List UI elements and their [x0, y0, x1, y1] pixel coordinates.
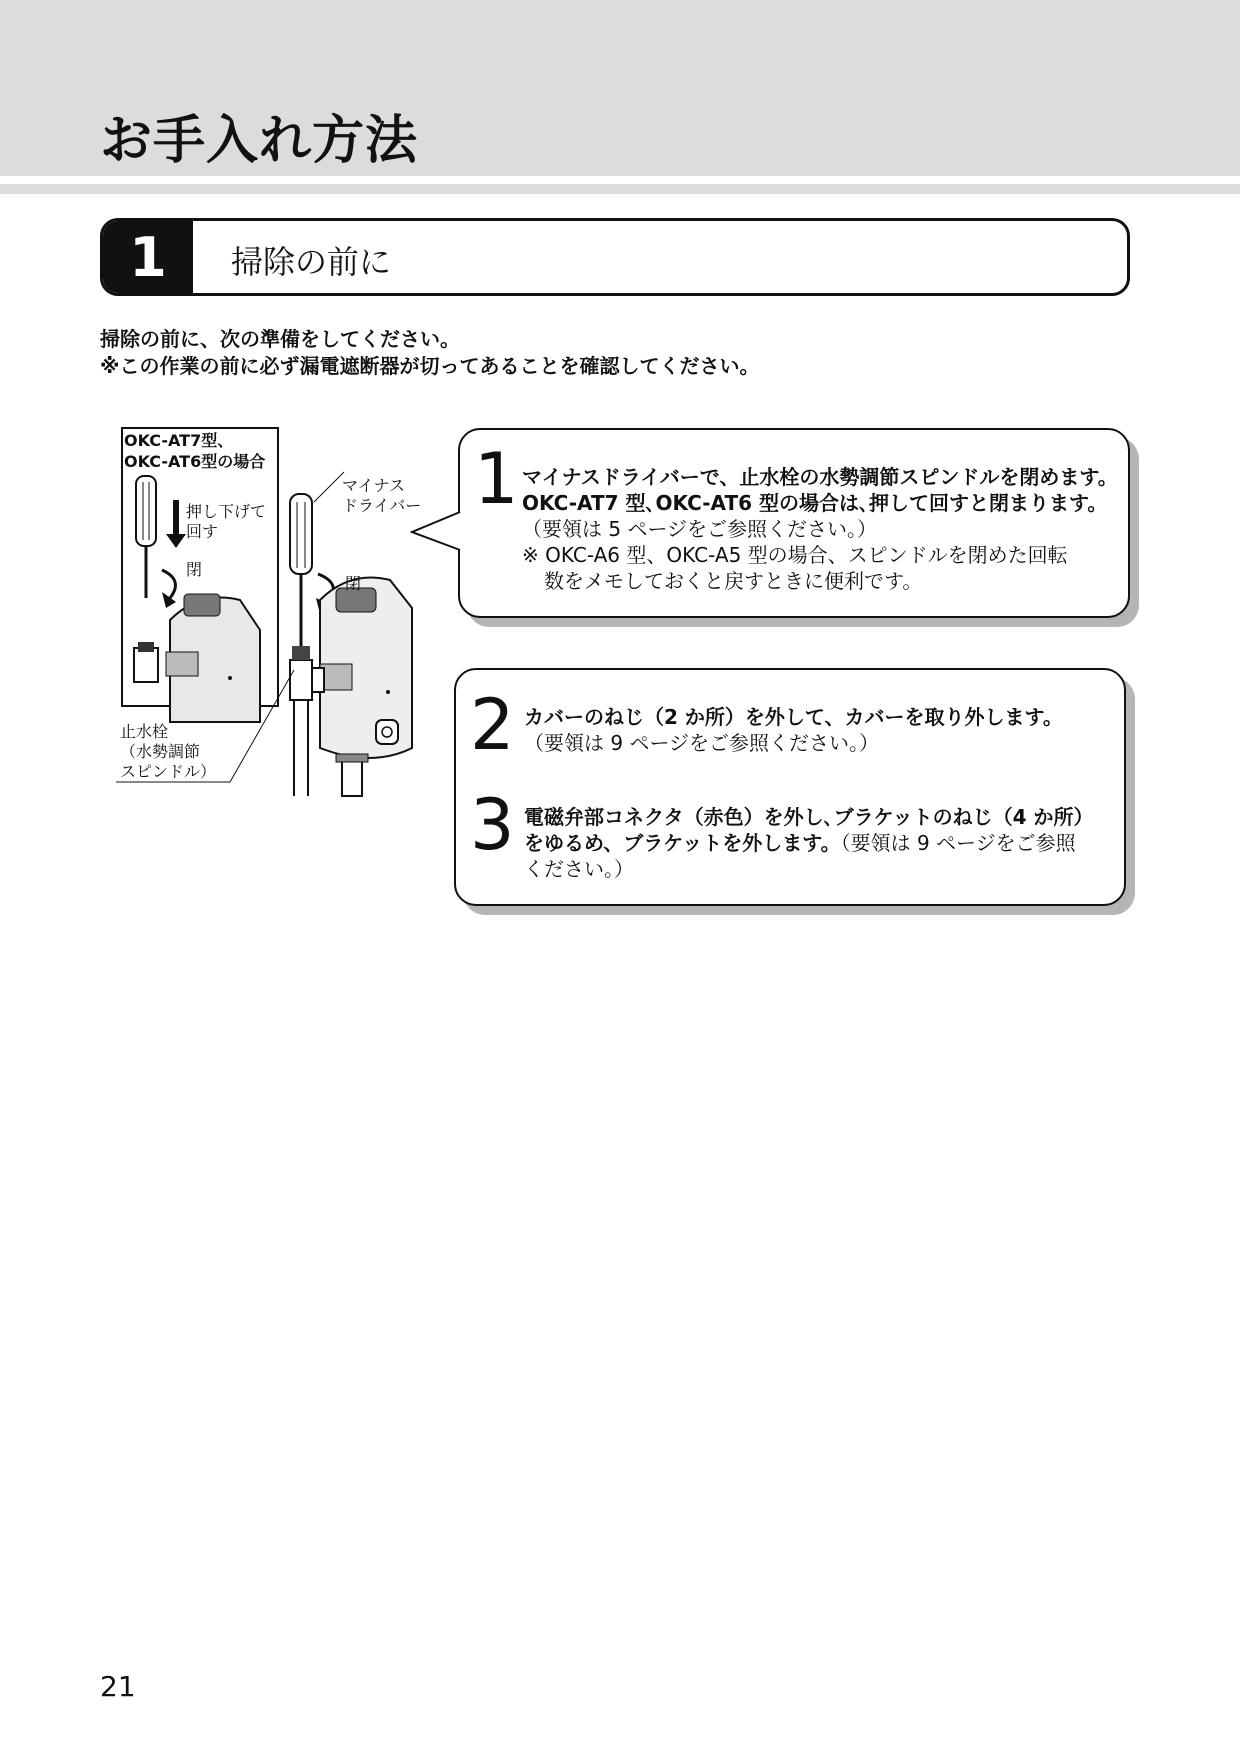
inset-title	[124, 430, 265, 472]
header-underband	[0, 184, 1240, 194]
page-title: お手入れ方法	[100, 111, 419, 171]
page-number: 21	[100, 1670, 136, 1703]
step-1-number: 1	[474, 438, 519, 520]
push-label	[186, 502, 266, 542]
section-heading	[100, 218, 1130, 296]
driver-label-line: マイナス	[342, 476, 406, 495]
step-1-main: マイナスドライバーで、止水栓の水勢調節スピンドルを閉めます。	[522, 465, 1118, 489]
step-3-text	[524, 804, 1093, 882]
section-number: 1	[103, 221, 193, 293]
push-label-line: 押し下げて	[186, 502, 267, 521]
step-1-text	[522, 464, 1118, 594]
callout-pointer	[410, 510, 462, 560]
step-2-number: 2	[470, 684, 515, 766]
step-3-main: 電磁弁部コネクタ（赤色）を外し､ブラケットのねじ（4 か所）	[524, 805, 1094, 829]
step-1-note: 数をメモしておくと戻すときに便利です。	[544, 569, 923, 593]
valve-label	[120, 722, 216, 782]
valve-label-line: （水勢調節	[120, 742, 201, 761]
valve-label-line: スピンドル）	[120, 762, 217, 781]
header-divider	[0, 176, 1240, 184]
step-3-ref: ください。）	[524, 857, 634, 881]
push-label-line: 回す	[186, 522, 219, 541]
intro-text	[100, 326, 759, 380]
step-2-text	[524, 704, 1063, 756]
driver-label-line: ドライバー	[342, 496, 422, 515]
section-title: 掃除の前に	[231, 243, 392, 281]
step-3-number: 3	[470, 784, 515, 866]
valve-label-line: 止水栓	[120, 722, 169, 741]
step-3-ref: （要領は 9 ページをご参照	[840, 831, 1076, 855]
step-2-main: カバーのねじ（2 か所）を外して、カバーを取り外します。	[524, 705, 1063, 729]
close-label-inset: 閉	[186, 560, 203, 579]
step-2-ref: （要領は 9 ページをご参照ください。）	[524, 731, 880, 755]
step-3-main: をゆるめ、ブラケットを外します。	[524, 831, 841, 855]
step-1-main: OKC-AT7 型､OKC-AT6 型の場合は､押して回すと閉まります。	[522, 491, 1108, 515]
intro-warning: ※この作業の前に必ず漏電遮断器が切ってあることを確認してください。	[100, 354, 760, 378]
inset-title-line: OKC-AT6型の場合	[124, 452, 266, 471]
step-1-ref: （要領は 5 ページをご参照ください。）	[522, 517, 878, 541]
inset-title-line: OKC-AT7型、	[124, 431, 234, 450]
step-1-note: ※ OKC-A6 型、OKC-A5 型の場合、スピンドルを閉めた回転	[522, 543, 1068, 567]
intro-line: 掃除の前に、次の準備をしてください。	[100, 327, 460, 351]
steps-2-3-callout	[454, 668, 1126, 906]
step-1-callout	[458, 428, 1130, 618]
close-label-main: 閉	[345, 574, 362, 593]
